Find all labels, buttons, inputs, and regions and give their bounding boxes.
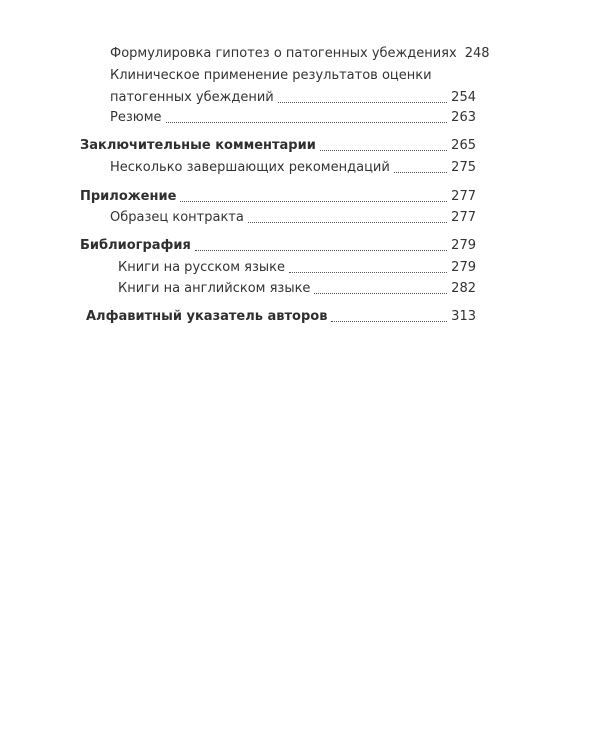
toc-entry-page: 279 — [451, 260, 476, 275]
toc-entry-title: Книги на английском языке — [118, 281, 311, 296]
dot-leader — [314, 293, 447, 294]
toc-entry-title: патогенных убеждений — [110, 90, 274, 105]
toc-entry-title: Формулировка гипотез о патогенных убеждениях — [110, 46, 457, 61]
toc-entry-page: 313 — [451, 309, 476, 324]
toc-entry-page: 263 — [451, 110, 476, 125]
toc-entry-title: Образец контракта — [110, 210, 244, 225]
toc-entry-concluding-comments — [80, 136, 476, 156]
toc-entry-title: Алфавитный указатель авторов — [86, 309, 328, 324]
toc-entry-page: 265 — [451, 138, 476, 153]
dot-leader — [248, 222, 447, 223]
dot-leader — [289, 272, 447, 273]
dot-leader — [195, 250, 447, 251]
toc-entry-page: 248 — [464, 46, 490, 61]
toc-entry-russian-books — [118, 258, 476, 278]
toc-entry-appendix — [80, 187, 476, 207]
toc-entry-contract-sample — [110, 208, 476, 228]
toc-entry-page: 282 — [451, 281, 476, 296]
dot-leader — [394, 172, 447, 173]
dot-leader — [331, 321, 447, 322]
toc-entry-title: Библиография — [80, 238, 191, 253]
toc-entry-page: 279 — [451, 238, 476, 253]
toc-entry-final-recommendations — [110, 158, 476, 178]
toc-entry-title: Резюме — [110, 110, 162, 125]
toc-entry-page: 277 — [451, 189, 476, 204]
toc-entry-formulation — [110, 44, 490, 64]
dot-leader — [180, 201, 447, 202]
toc-entry-page: 254 — [451, 90, 476, 105]
toc-entry-summary — [110, 108, 476, 128]
toc-entry-clinical-application — [110, 88, 476, 108]
toc-entry-english-books — [118, 279, 476, 299]
dot-leader — [320, 150, 447, 151]
toc-entry-title: Несколько завершающих рекомендаций — [110, 160, 390, 175]
toc-entry-author-index — [86, 307, 476, 327]
toc-entry-page: 277 — [451, 210, 476, 225]
toc-entry-bibliography — [80, 236, 476, 256]
toc-entry-title: Приложение — [80, 189, 177, 204]
dot-leader — [166, 122, 448, 123]
toc-entry-title: Заключительные комментарии — [80, 138, 316, 153]
toc-entry-page: 275 — [451, 160, 476, 175]
dot-leader — [278, 102, 447, 103]
toc-entry-title-line1: Клиническое применение результатов оценки — [110, 68, 432, 83]
toc-entry-title: Книги на русском языке — [118, 260, 286, 275]
